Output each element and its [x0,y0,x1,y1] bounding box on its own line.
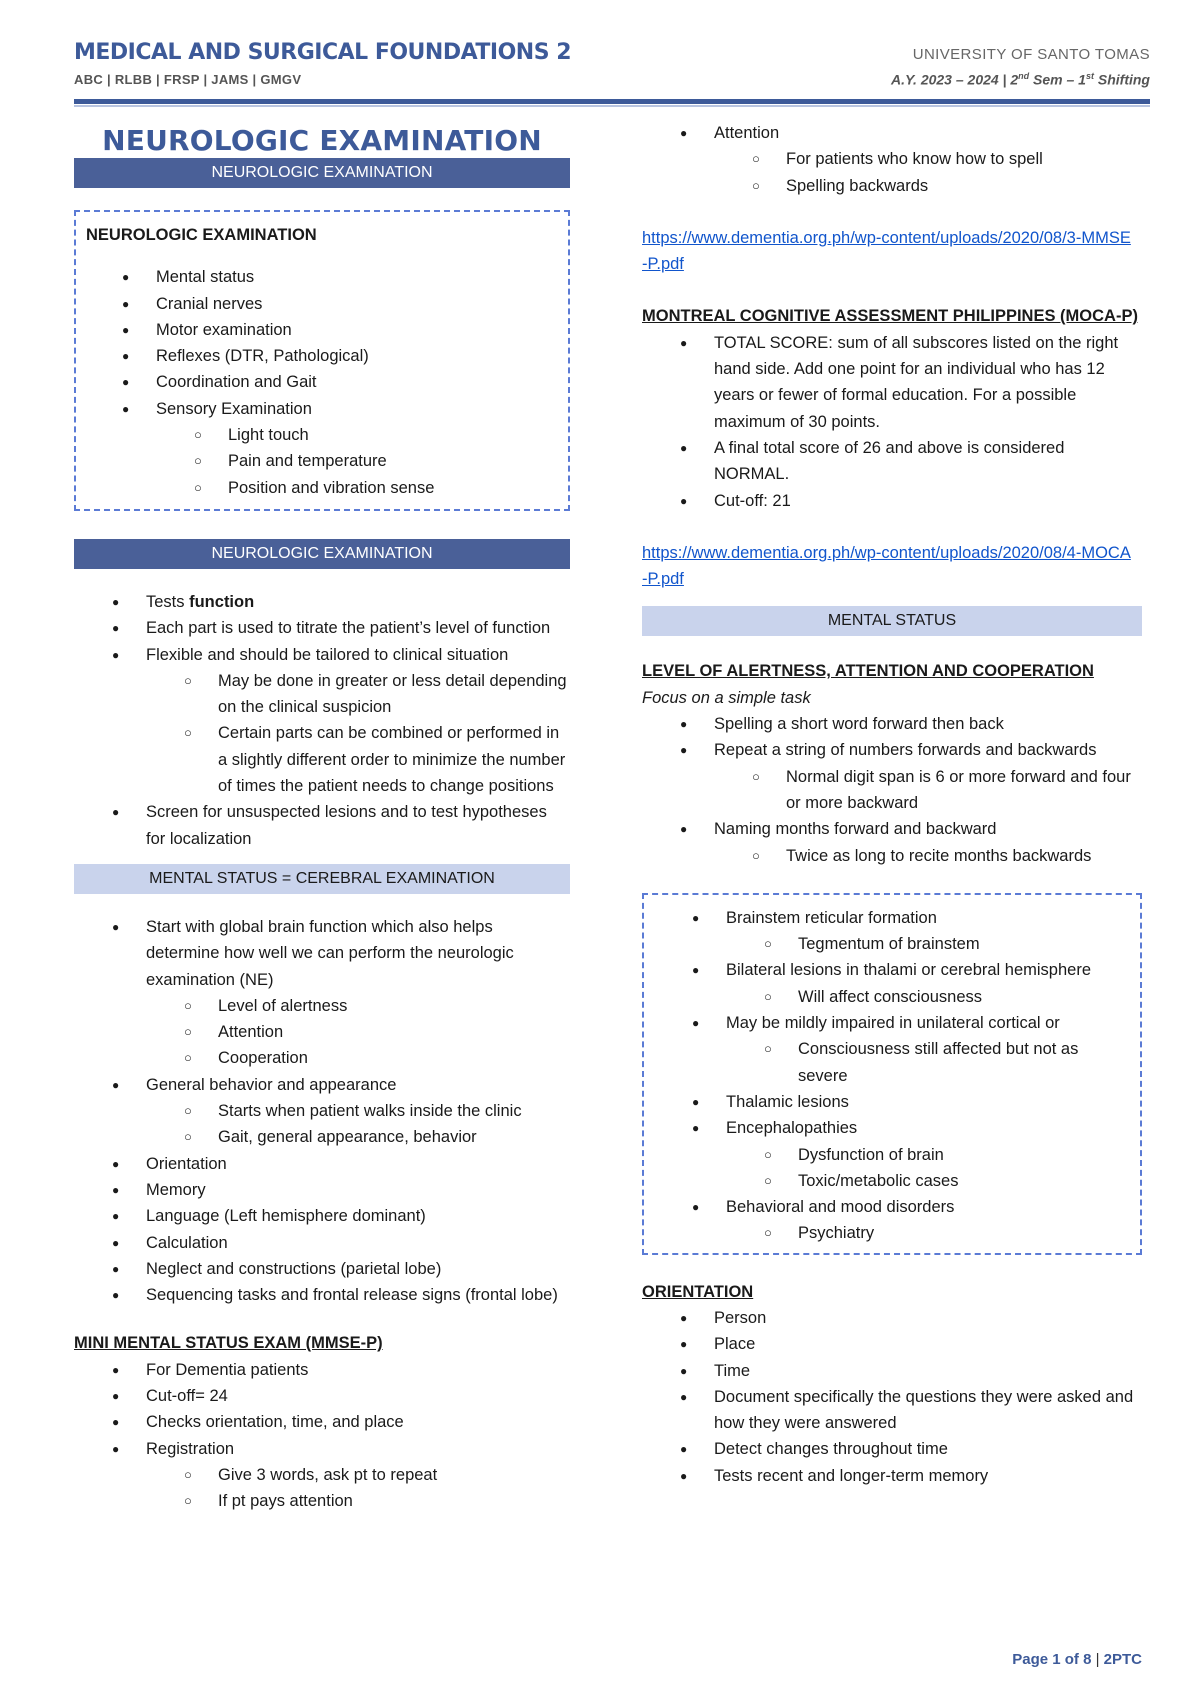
sub-list [726,984,1130,1010]
course-title: MEDICAL AND SURGICAL FOUNDATIONS 2 [74,40,572,65]
list-item: ● Tests recent and longer-term memory [714,1463,1142,1489]
list-item: ● Cranial nerves [156,291,558,317]
header-rule [74,99,1150,104]
moca-link[interactable]: https://www.dementia.org.ph/wp-content/uploads/2020/08/4-MOCA-P.pdf [642,543,1131,589]
list-item: ● Thalamic lesions [726,1089,1130,1115]
sub-list-item: ○ For patients who know how to spell [786,146,1142,172]
list-item: ● Tests function [146,589,570,615]
list-item: ● For Dementia patients [146,1357,570,1383]
sub-list-item: ○ Level of alertness [218,993,570,1019]
sub-list [726,1220,1130,1246]
sub-list-item: ○ Pain and temperature [228,448,558,474]
right-column [642,120,1142,1489]
sub-list-item: ○ May be done in greater or less detail depending on the clinical suspicion [218,668,570,721]
sub-list [146,993,570,1072]
term-line: A.Y. 2023 – 2024 | 2nd Sem – 1st Shifting [890,71,1150,88]
moca-heading: MONTREAL COGNITIVE ASSESSMENT PHILIPPINES (MOCA-P) [642,307,1138,326]
authors-line: ABC | RLBB | FRSP | JAMS | GMGV [74,72,302,87]
sub-list-item: ○ Normal digit span is 6 or more forward and four or more backward [786,764,1142,817]
list-item: ● Flexible and should be tailored to clinical situation ○ May be done in greater or less detail depending on the clinical suspicion ○ Certain parts can be combined or performed in a slightly different order to minimize the number of times the patient needs to change positions [146,642,570,800]
footer-separator: | [1091,1651,1104,1668]
section-bar: NEUROLOGIC EXAMINATION [74,539,570,569]
list-item: ● Detect changes throughout time [714,1436,1142,1462]
alertness-heading: LEVEL OF ALERTNESS, ATTENTION AND COOPERATION [642,662,1094,681]
list-item: ● Checks orientation, time, and place [146,1409,570,1435]
mental-status-list [74,914,570,1308]
list-item: ● Reflexes (DTR, Pathological) [156,343,558,369]
sub-list-item: ○ Twice as long to recite months backwards [786,843,1142,869]
sub-list [714,146,1142,199]
mmse-link-block [642,225,1132,278]
list-item: ● Encephalopathies ○ Dysfunction of brain ○ Toxic/metabolic cases [726,1115,1130,1194]
sub-list-item: ○ Starts when patient walks inside the clinic [218,1098,570,1124]
sub-list-item: ○ Toxic/metabolic cases [798,1168,1130,1194]
list-item: ● Bilateral lesions in thalami or cerebral hemisphere ○ Will affect consciousness [726,957,1130,1010]
focus-note: Focus on a simple task [642,688,811,707]
list-item: ● Motor examination [156,317,558,343]
sub-list [726,931,1130,957]
list-item: ● Memory [146,1177,570,1203]
attention-list [642,120,1142,199]
list-item: ● TOTAL SCORE: sum of all subscores listed on the right hand side. Add one point for an individual who has 12 years or fewer of formal education. For a possible maximum of 30 points. [714,330,1142,435]
list-item: ● Cut-off: 21 [714,488,1142,514]
list-item: ● Time [714,1358,1142,1384]
footer-code: 2PTC [1103,1651,1142,1668]
header-rule-light [74,105,1150,107]
sub-list-item: ○ Cooperation [218,1045,570,1071]
list-item: ● Cut-off= 24 [146,1383,570,1409]
mmse-list [74,1357,570,1515]
sub-list-item: ○ Give 3 words, ask pt to repeat [218,1462,570,1488]
sub-list [726,1142,1130,1195]
box-heading: NEUROLOGIC EXAMINATION [86,226,317,244]
sub-list-item: ○ Spelling backwards [786,173,1142,199]
consciousness-box [642,893,1142,1255]
sub-list-item: ○ Light touch [228,422,558,448]
list-item: ● Document specifically the questions they were asked and how they were answered [714,1384,1142,1437]
list-item: ● Naming months forward and backward ○ Twice as long to recite months backwards [714,816,1142,869]
list-item: ● Sequencing tasks and frontal release signs (frontal lobe) [146,1282,570,1308]
list-item: ● General behavior and appearance ○ Starts when patient walks inside the clinic ○ Gait, general appearance, behavior [146,1072,570,1151]
sub-list-item: ○ Consciousness still affected but not as severe [798,1036,1130,1089]
section-bar: NEUROLOGIC EXAMINATION [74,158,570,188]
list-item: ● A final total score of 26 and above is considered NORMAL. [714,435,1142,488]
left-column [74,120,570,1514]
list-item: ● Registration ○ Give 3 words, ask pt to repeat ○ If pt pays attention [146,1436,570,1515]
list-item: ● Language (Left hemisphere dominant) [146,1203,570,1229]
section-bar: MENTAL STATUS [642,606,1142,636]
list-item: ● Calculation [146,1230,570,1256]
ne-list [74,589,570,852]
page-footer [1012,1651,1142,1668]
mmse-heading: MINI MENTAL STATUS EXAM (MMSE-P) [74,1334,383,1353]
sub-list-item: ○ Certain parts can be combined or performed in a slightly different order to minimize the number of times the patient needs to change positions [218,720,570,799]
list-item: ● Screen for unsuspected lesions and to test hypotheses for localization [146,799,570,852]
sub-list [726,1036,1130,1089]
exam-components-list [86,264,558,501]
list-item: ● Person [714,1305,1142,1331]
page-number: Page 1 of 8 [1012,1651,1092,1668]
consciousness-list [654,905,1130,1247]
sub-list-item: ○ Will affect consciousness [798,984,1130,1010]
list-item: ● Behavioral and mood disorders ○ Psychiatry [726,1194,1130,1247]
list-item: ● Orientation [146,1151,570,1177]
sub-list [714,764,1142,817]
orientation-list [642,1305,1142,1489]
section-bar: MENTAL STATUS = CEREBRAL EXAMINATION [74,864,570,894]
alertness-list [642,711,1142,869]
sub-list [146,1098,570,1151]
sub-list-item: ○ Attention [218,1019,570,1045]
sub-list-item: ○ Gait, general appearance, behavior [218,1124,570,1150]
sub-list-item: ○ Position and vibration sense [228,475,558,501]
summary-box [74,210,570,511]
list-item: ● May be mildly impaired in unilateral cortical or ○ Consciousness still affected but not as severe [726,1010,1130,1089]
list-item: ● Coordination and Gait [156,369,558,395]
list-item: ● Spelling a short word forward then back [714,711,1142,737]
list-item: ● Attention ○ For patients who know how to spell ○ Spelling backwards [714,120,1142,199]
school-name: UNIVERSITY OF SANTO TOMAS [912,46,1150,63]
sub-list [156,422,558,501]
list-item: ● Sensory Examination ○ Light touch ○ Pain and temperature ○ Position and vibration sense [156,396,558,501]
list-item: ● Place [714,1331,1142,1357]
sub-list-item: ○ Tegmentum of brainstem [798,931,1130,957]
moca-list [642,330,1142,514]
moca-link-block [642,540,1132,593]
orientation-heading: ORIENTATION [642,1282,754,1301]
list-item: ● Neglect and constructions (parietal lobe) [146,1256,570,1282]
mmse-link[interactable]: https://www.dementia.org.ph/wp-content/uploads/2020/08/3-MMSE-P.pdf [642,228,1131,274]
list-item: ● Start with global brain function which also helps determine how well we can perform the neurologic examination (NE) ○ Level of alertness ○ Attention ○ Cooperation [146,914,570,1072]
sub-list [146,668,570,799]
list-item: ● Brainstem reticular formation ○ Tegmentum of brainstem [726,905,1130,958]
sub-list-item: ○ Psychiatry [798,1220,1130,1246]
sub-list-item: ○ If pt pays attention [218,1488,570,1514]
list-item: ● Each part is used to titrate the patient’s level of function [146,615,570,641]
sub-list-item: ○ Dysfunction of brain [798,1142,1130,1168]
main-title: NEUROLOGIC EXAMINATION [102,124,542,157]
sub-list [146,1462,570,1515]
list-item: ● Mental status [156,264,558,290]
sub-list [714,843,1142,869]
list-item: ● Repeat a string of numbers forwards and backwards ○ Normal digit span is 6 or more forward and four or more backward [714,737,1142,816]
